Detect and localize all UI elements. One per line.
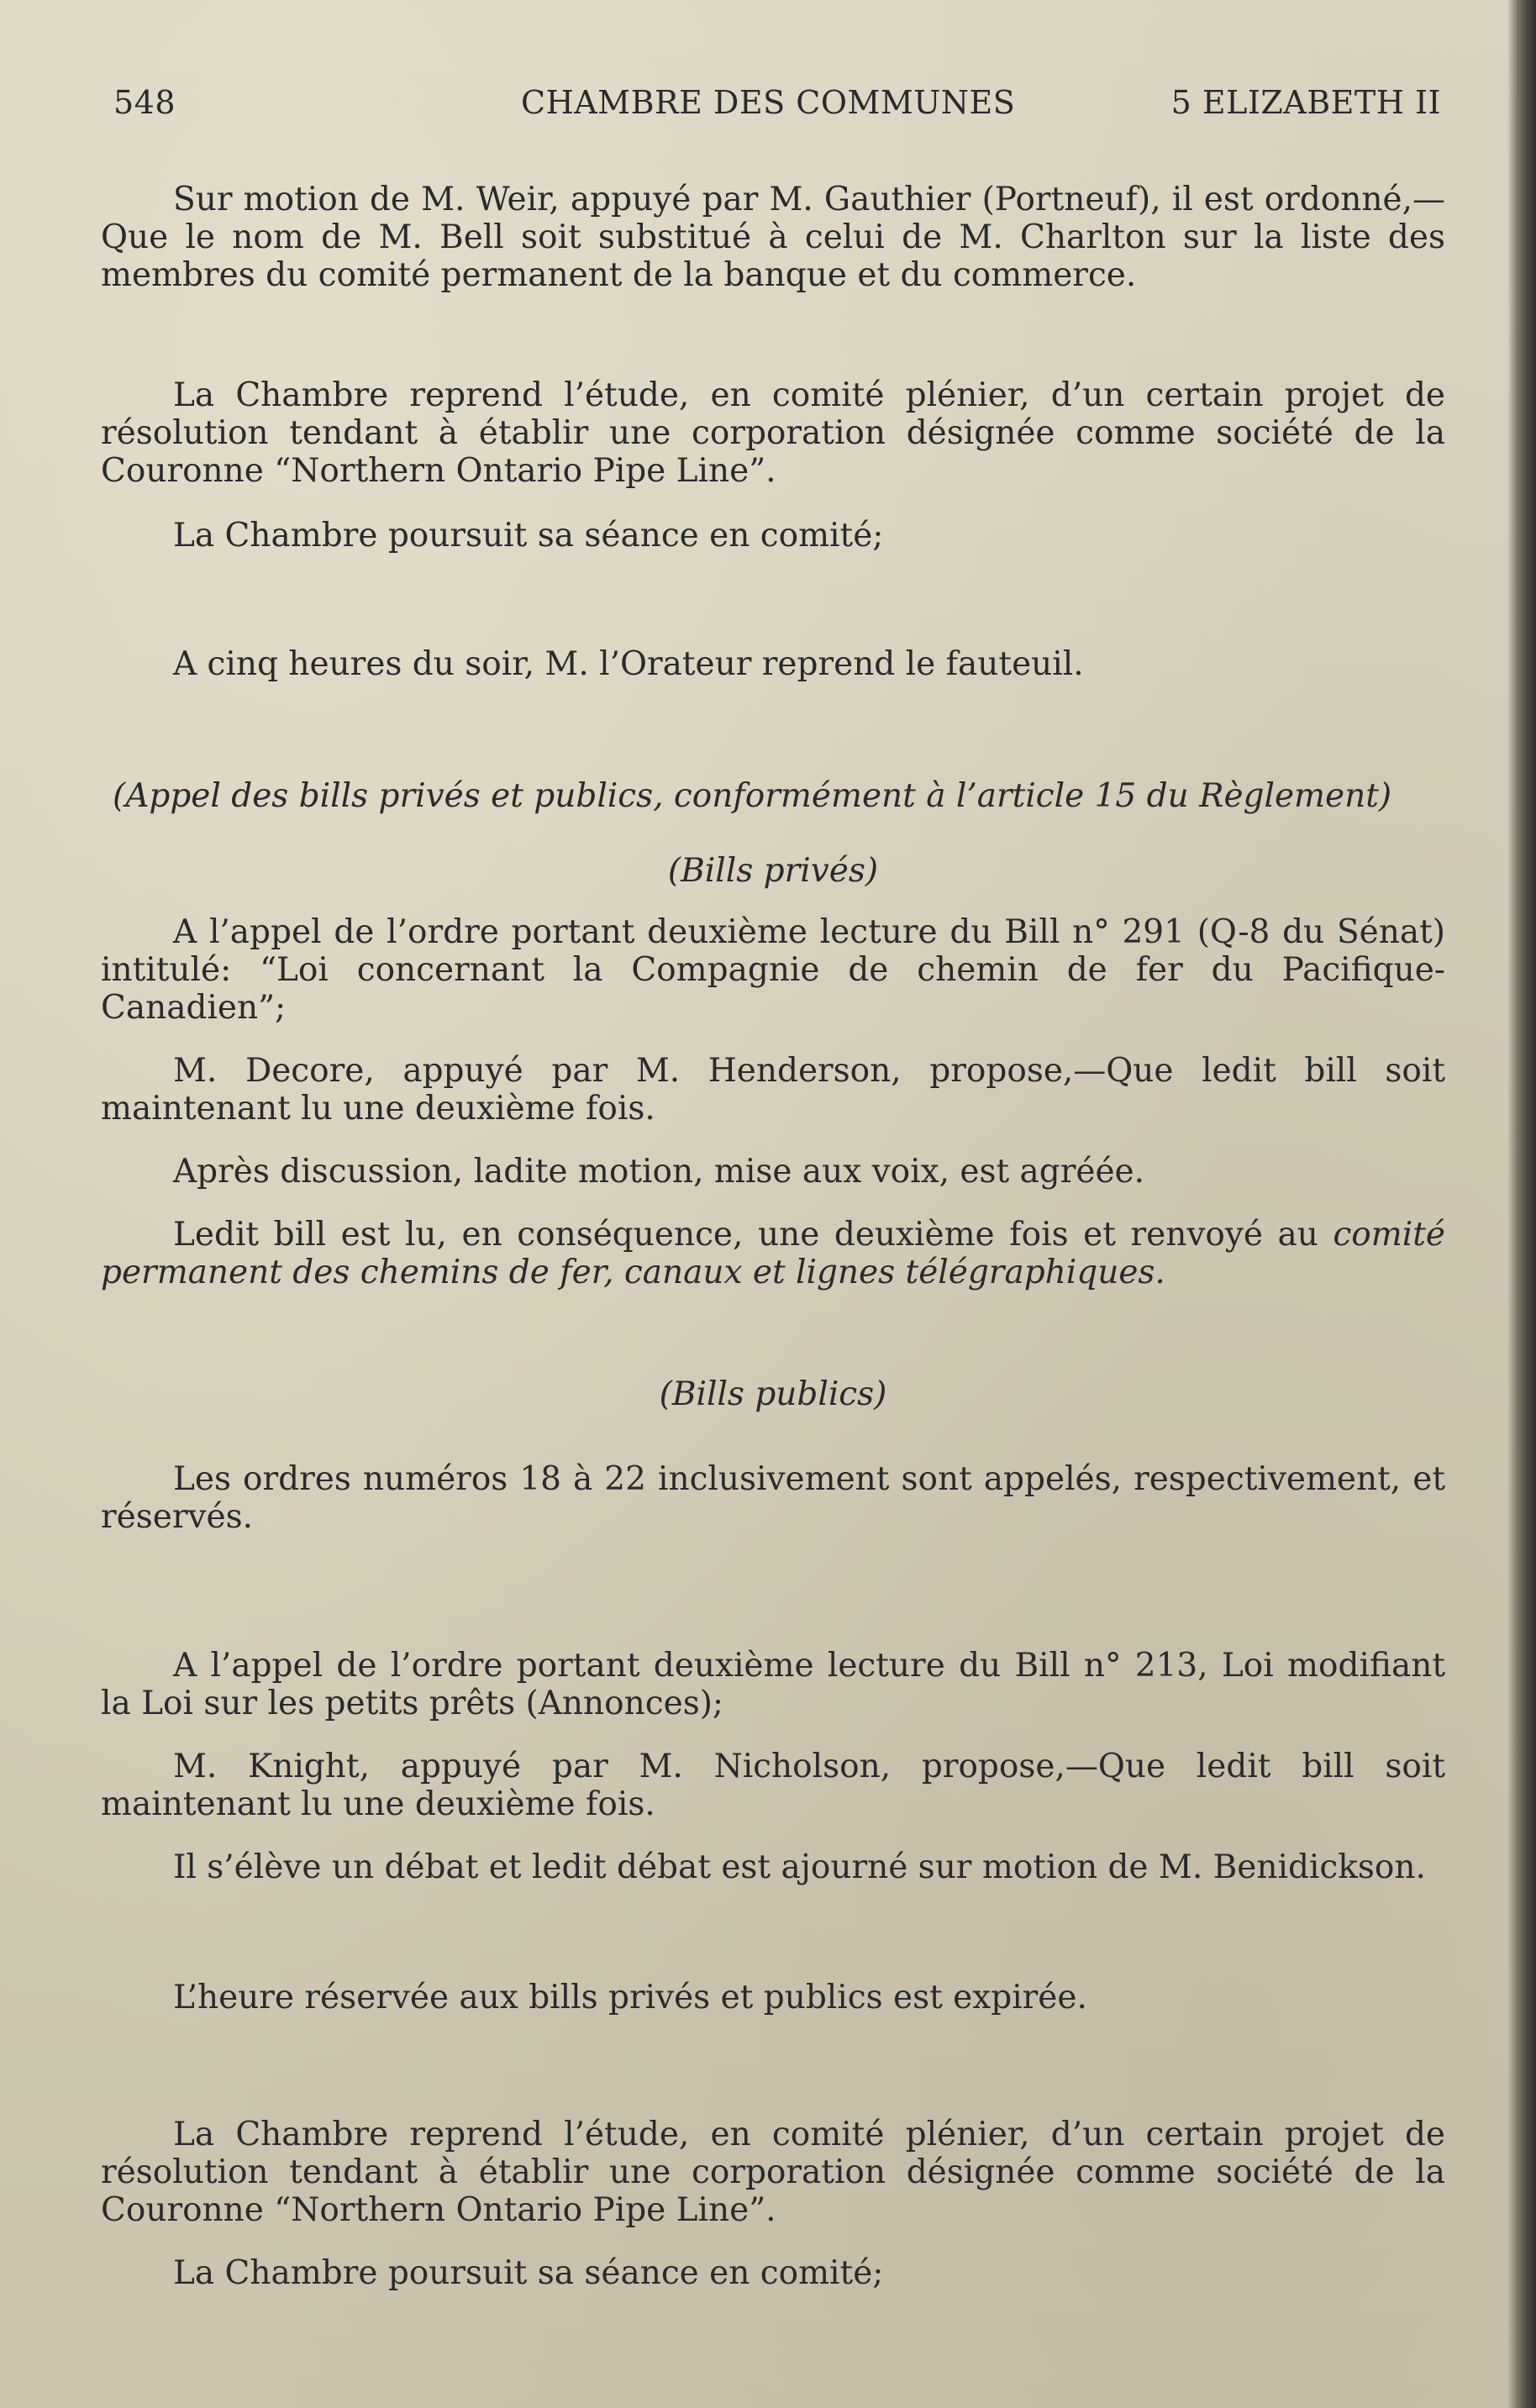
paragraph-bill-291: A l’appel de l’ordre portant deuxième lecture du Bill n° 291 (Q-8 du Sénat) intitulé: “Loi concernant la Compagnie de chemin de fer du Pacifique-Canadien”; (101, 913, 1445, 1027)
page-number: 548 (113, 84, 176, 121)
page-binding-edge (1507, 0, 1536, 2408)
paragraph-sitting-continues-again: La Chambre poursuit sa séance en comité; (173, 2254, 884, 2292)
heading-bills-call: (Appel des bills privés et publics, conformément à l’article 15 du Règlement) (113, 777, 1392, 815)
journal-body (101, 181, 1445, 2292)
paragraph-debate-adjourned: Il s’élève un débat et ledit débat est ajourné sur motion de M. Benidickson. (173, 1848, 1426, 1886)
paragraph-knight-motion: M. Knight, appuyé par M. Nicholson, propose,—Que ledit bill soit maintenant lu une deuxième fois. (101, 1748, 1445, 1823)
referral-text: Ledit bill est lu, en conséquence, une deuxième fois et renvoyé au (173, 1216, 1333, 1254)
session-label: 5 ELIZABETH II (1170, 84, 1441, 121)
paragraph-bill-referred (101, 1216, 1445, 1291)
paragraph-hour-expired: L’heure réservée aux bills privés et publics est expirée. (173, 1979, 1087, 2016)
paragraph-bill-213: A l’appel de l’ordre portant deuxième lecture du Bill n° 213, Loi modifiant la Loi sur les petits prêts (Annonces); (101, 1647, 1445, 1722)
paragraph-orders-reserved: Les ordres numéros 18 à 22 inclusivement sont appelés, respectivement, et réservés. (101, 1460, 1445, 1536)
paragraph-five-oclock: A cinq heures du soir, M. l’Orateur reprend le fauteuil. (173, 645, 1084, 683)
paragraph-committee-substitution: Sur motion de M. Weir, appuyé par M. Gauthier (Portneuf), il est ordonné,—Que le nom de M. Bell soit substitué à celui de M. Charlton sur la liste des membres du comité permanent de la banque et du commerce. (101, 181, 1445, 294)
paragraph-sitting-continues: La Chambre poursuit sa séance en comité; (173, 517, 884, 555)
paragraph-decore-motion: M. Decore, appuyé par M. Henderson, propose,—Que ledit bill soit maintenant lu une deuxième fois. (101, 1052, 1445, 1128)
running-header (113, 84, 1441, 134)
committee-name: comité permanent des chemins de fer, canaux et lignes télégraphiques. (101, 1216, 1445, 1291)
house-title: CHAMBRE DES COMMUNES (521, 84, 1016, 121)
paragraph-committee-resumes: La Chambre reprend l’étude, en comité plénier, d’un certain projet de résolution tendant à établir une corporation désignée comme société de la Couronne “Northern Ontario Pipe Line”. (101, 376, 1445, 490)
heading-private-bills: (Bills privés) (667, 852, 879, 890)
paragraph-committee-resumes-again: La Chambre reprend l’étude, en comité plénier, d’un certain projet de résolution tendant à établir une corporation désignée comme société de la Couronne “Northern Ontario Pipe Line”. (101, 2116, 1445, 2229)
heading-public-bills: (Bills publics) (659, 1375, 887, 1413)
paragraph-motion-agreed: Après discussion, ladite motion, mise aux voix, est agréée. (173, 1153, 1145, 1191)
